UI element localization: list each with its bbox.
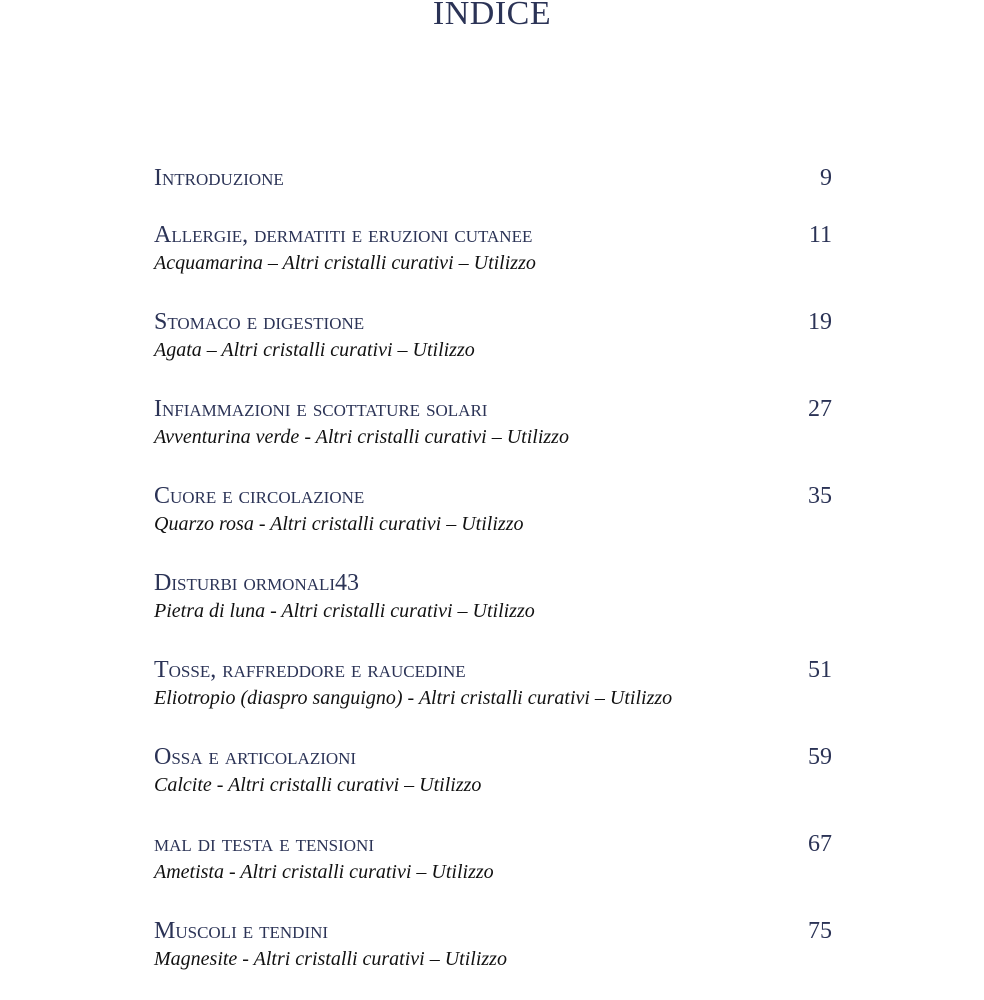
toc-heading: Tosse, raffreddore e raucedine [154,657,466,683]
toc-heading-row [154,913,832,949]
toc-subtitle: Magnesite - Altri cristalli curativi – Utilizzo [154,948,507,970]
toc-heading: Introduzione [154,165,284,191]
toc-page-number: 27 [808,396,832,422]
toc-heading-row [154,565,832,601]
toc-entry-cuore[interactable] [154,478,832,565]
toc-entry-ossa[interactable] [154,739,832,826]
toc-heading-row [154,826,832,862]
toc-entry-mal-di-testa[interactable] [154,826,832,913]
toc-page-number: 75 [808,918,832,944]
toc-page-number: 67 [808,831,832,857]
toc-subtitle: Agata – Altri cristalli curativi – Utilizzo [154,339,475,361]
toc-heading: mal di testa e tensioni [154,831,374,857]
toc-subtitle: Avventurina verde - Altri cristalli curativi – Utilizzo [154,426,569,448]
toc-page-number: 11 [808,222,832,248]
toc-heading-row [154,652,832,688]
toc-entry-stomaco[interactable] [154,304,832,391]
toc-heading: Disturbi ormonali43 [154,570,360,596]
toc-heading: Cuore e circolazione [154,483,365,509]
toc-heading-row [154,391,832,427]
toc-subtitle: Quarzo rosa - Altri cristalli curativi – Utilizzo [154,513,524,535]
toc-heading-row [154,739,832,775]
toc-heading-row [154,217,832,253]
table-of-contents [154,160,832,1000]
toc-subtitle: Ametista - Altri cristalli curativi – Utilizzo [154,861,494,883]
toc-entry-tosse[interactable] [154,652,832,739]
toc-subtitle: Calcite - Altri cristalli curativi – Utilizzo [154,774,482,796]
toc-entry-disturbi[interactable] [154,565,832,652]
toc-heading: Ossa e articolazioni [154,744,357,770]
toc-subtitle: Eliotropio (diaspro sanguigno) - Altri cristalli curativi – Utilizzo [154,687,673,709]
toc-heading-row [154,304,832,340]
toc-heading: Allergie, dermatiti e eruzioni cutanee [154,222,533,248]
page-title: INDICE [432,0,552,32]
toc-page-number: 51 [808,657,832,683]
toc-page-number: 59 [808,744,832,770]
toc-entry-infiammazioni[interactable] [154,391,832,478]
toc-subtitle: Pietra di luna - Altri cristalli curativi – Utilizzo [154,600,535,622]
toc-page-number: 9 [820,165,832,191]
toc-page-number: 19 [808,309,832,335]
toc-page-number: 35 [808,483,832,509]
toc-entry-muscoli[interactable] [154,913,832,1000]
toc-subtitle: Acquamarina – Altri cristalli curativi – Utilizzo [154,252,536,274]
toc-heading: Stomaco e digestione [154,309,365,335]
toc-heading-row [154,160,832,196]
toc-heading: Infiammazioni e scottature solari [154,396,488,422]
toc-entry-allergie[interactable] [154,217,832,304]
toc-heading: Muscoli e tendini [154,918,329,944]
toc-heading-row [154,478,832,514]
toc-entry-introduzione[interactable] [154,160,832,217]
